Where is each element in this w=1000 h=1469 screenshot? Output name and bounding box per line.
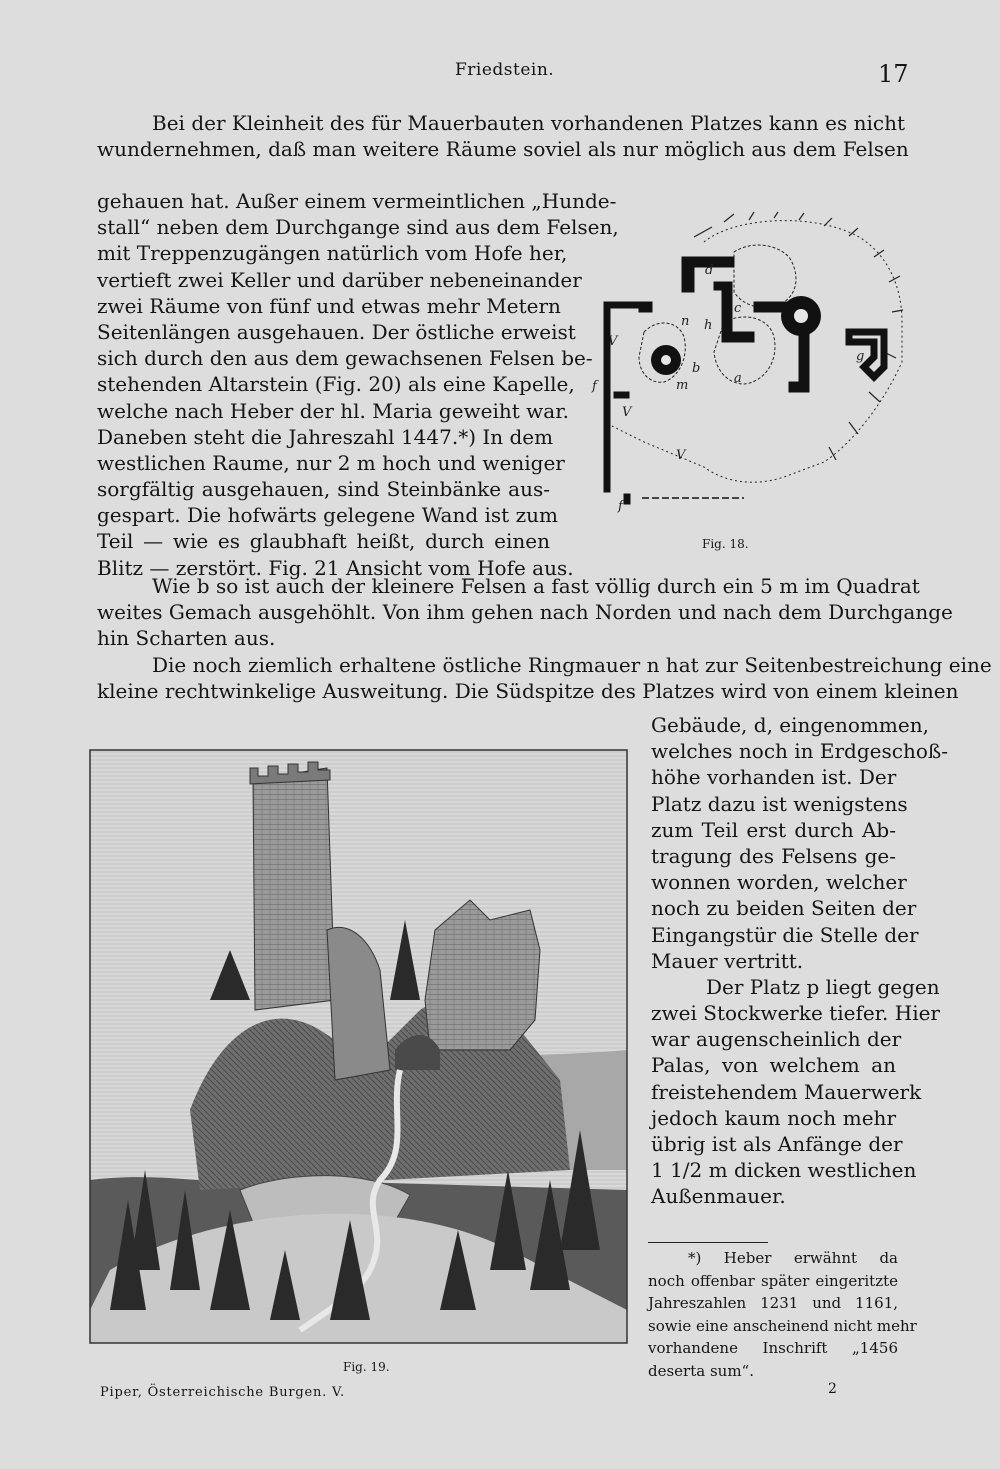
text-line: weites Gemach ausgehöhlt. Von ihm gehen nach Norden und nach dem Durchgange bbox=[97, 600, 953, 625]
text-line: wundernehmen, daß man weitere Räume soviel als nur möglich aus dem Felsen bbox=[97, 137, 909, 162]
text-line: war augenscheinlich der bbox=[651, 1027, 902, 1052]
text-line: zwei Stockwerke tiefer. Hier bbox=[651, 1001, 940, 1026]
text-line: tragung des Felsens ge- bbox=[651, 843, 896, 868]
text-line: zum Teil erst durch Ab- bbox=[651, 817, 896, 842]
text-line: Blitz — zerstört. Fig. 21 Ansicht vom Hofe aus. bbox=[97, 555, 574, 580]
footnote-line: deserta sum“. bbox=[648, 1361, 754, 1380]
footnote-line: noch offenbar später eingeritzte bbox=[648, 1271, 898, 1290]
text-line: stehenden Altarstein (Fig. 20) als eine Kapelle, bbox=[97, 372, 575, 397]
text-line: stall“ neben dem Durchgange sind aus dem Felsen, bbox=[97, 215, 619, 240]
plan-label-c: c bbox=[734, 301, 742, 316]
text-line: Platz dazu ist wenigstens bbox=[651, 791, 908, 816]
text-line: jedoch kaum noch mehr bbox=[651, 1105, 896, 1130]
text-line: vertieft zwei Keller und darüber nebeneinander bbox=[97, 267, 582, 292]
plan-label-v2: V bbox=[676, 448, 686, 463]
figure-19-caption: Fig. 19. bbox=[343, 1360, 390, 1374]
text-line: zwei Räume von fünf und etwas mehr Metern bbox=[97, 293, 561, 318]
intro-paragraph bbox=[97, 110, 909, 162]
plan-label-h: h bbox=[704, 318, 713, 333]
text-line: Wie b so ist auch der kleinere Felsen a fast völlig durch ein 5 m im Quadrat bbox=[152, 574, 920, 598]
castle-floor-plan-figure bbox=[584, 212, 906, 517]
text-line: Der Platz p liegt gegen bbox=[706, 974, 940, 999]
footnote-line: Jahreszahlen 1231 und 1161, bbox=[648, 1294, 898, 1312]
plan-label-n: n bbox=[681, 314, 690, 329]
plan-label-b: b bbox=[692, 361, 701, 376]
footnote-rule bbox=[648, 1242, 768, 1243]
plan-label-g: g bbox=[856, 349, 865, 364]
text-line: Bei der Kleinheit des für Mauerbauten vorhandenen Platzes kann es nicht bbox=[152, 111, 905, 135]
text-line: wonnen worden, welcher bbox=[651, 870, 907, 895]
text-line: gespart. Die hofwärts gelegene Wand ist zum bbox=[97, 503, 558, 528]
text-line: gehauen hat. Außer einem vermeintlichen „Hunde- bbox=[97, 189, 617, 213]
footnote-line: *) Heber erwähnt da bbox=[688, 1249, 898, 1267]
footnote-line: sowie eine anscheinend nicht mehr bbox=[648, 1316, 917, 1335]
text-line: hin Scharten aus. bbox=[97, 626, 276, 651]
text-line: sich durch den aus dem gewachsenen Felsen be- bbox=[97, 346, 593, 371]
text-line: kleine rechtwinkelige Ausweitung. Die Südspitze des Platzes wird von einem kleinen bbox=[97, 678, 959, 703]
text-line: 1 1/2 m dicken westlichen bbox=[651, 1158, 917, 1183]
text-line: übrig ist als Anfänge der bbox=[651, 1132, 903, 1156]
text-line: Gebäude, d, eingenommen, bbox=[651, 713, 929, 737]
footnote-line: vorhandene Inschrift „1456 bbox=[648, 1339, 898, 1357]
text-line: welche nach Heber der hl. Maria geweiht war. bbox=[97, 398, 569, 423]
left-column-text bbox=[97, 188, 619, 581]
plan-label-v3: V bbox=[622, 405, 632, 420]
text-line: Außenmauer. bbox=[651, 1184, 786, 1209]
text-line: Die noch ziemlich erhaltene östliche Ringmauer n hat zur Seitenbestreichung eine bbox=[152, 652, 992, 677]
text-line: Eingangstür die Stelle der bbox=[651, 922, 919, 947]
text-line: sorgfältig ausgehauen, sind Steinbänke aus- bbox=[97, 477, 550, 502]
text-line: mit Treppenzugängen natürlich vom Hofe her, bbox=[97, 241, 568, 266]
text-line: noch zu beiden Seiten der bbox=[651, 896, 917, 921]
plan-label-v1: V bbox=[608, 334, 618, 349]
text-line: Palas, von welchem an bbox=[651, 1053, 896, 1078]
text-line: Teil — wie es glaubhaft heißt, durch einen bbox=[97, 529, 550, 554]
text-line: welches noch in Erdgeschoß- bbox=[651, 739, 948, 764]
plan-label-f1: f bbox=[592, 379, 597, 394]
text-line: höhe vorhanden ist. Der bbox=[651, 765, 897, 790]
plan-label-m: m bbox=[676, 378, 689, 393]
running-head: Friedstein. bbox=[455, 60, 555, 80]
text-line: Seitenlängen ausgehauen. Der östliche erweist bbox=[97, 319, 576, 344]
plan-label-f2: f bbox=[618, 499, 623, 514]
plan-label-d: d bbox=[705, 263, 714, 278]
text-line: westlichen Raume, nur 2 m hoch und weniger bbox=[97, 450, 565, 475]
text-line: Mauer vertritt. bbox=[651, 948, 804, 973]
text-line: Daneben steht die Jahreszahl 1447.*) In dem bbox=[97, 424, 554, 449]
right-column-text bbox=[651, 712, 948, 1210]
page-number: 17 bbox=[878, 60, 909, 88]
castle-ruin-engraving bbox=[90, 750, 627, 1343]
text-line: freistehendem Mauerwerk bbox=[651, 1079, 922, 1104]
book-footer-imprint: Piper, Österreichische Burgen. V. bbox=[100, 1385, 345, 1400]
plan-label-a: a bbox=[734, 371, 742, 386]
footnote bbox=[648, 1247, 917, 1382]
signature-mark: 2 bbox=[828, 1381, 837, 1397]
middle-paragraphs bbox=[97, 573, 992, 704]
figure-18-caption: Fig. 18. bbox=[702, 537, 749, 551]
